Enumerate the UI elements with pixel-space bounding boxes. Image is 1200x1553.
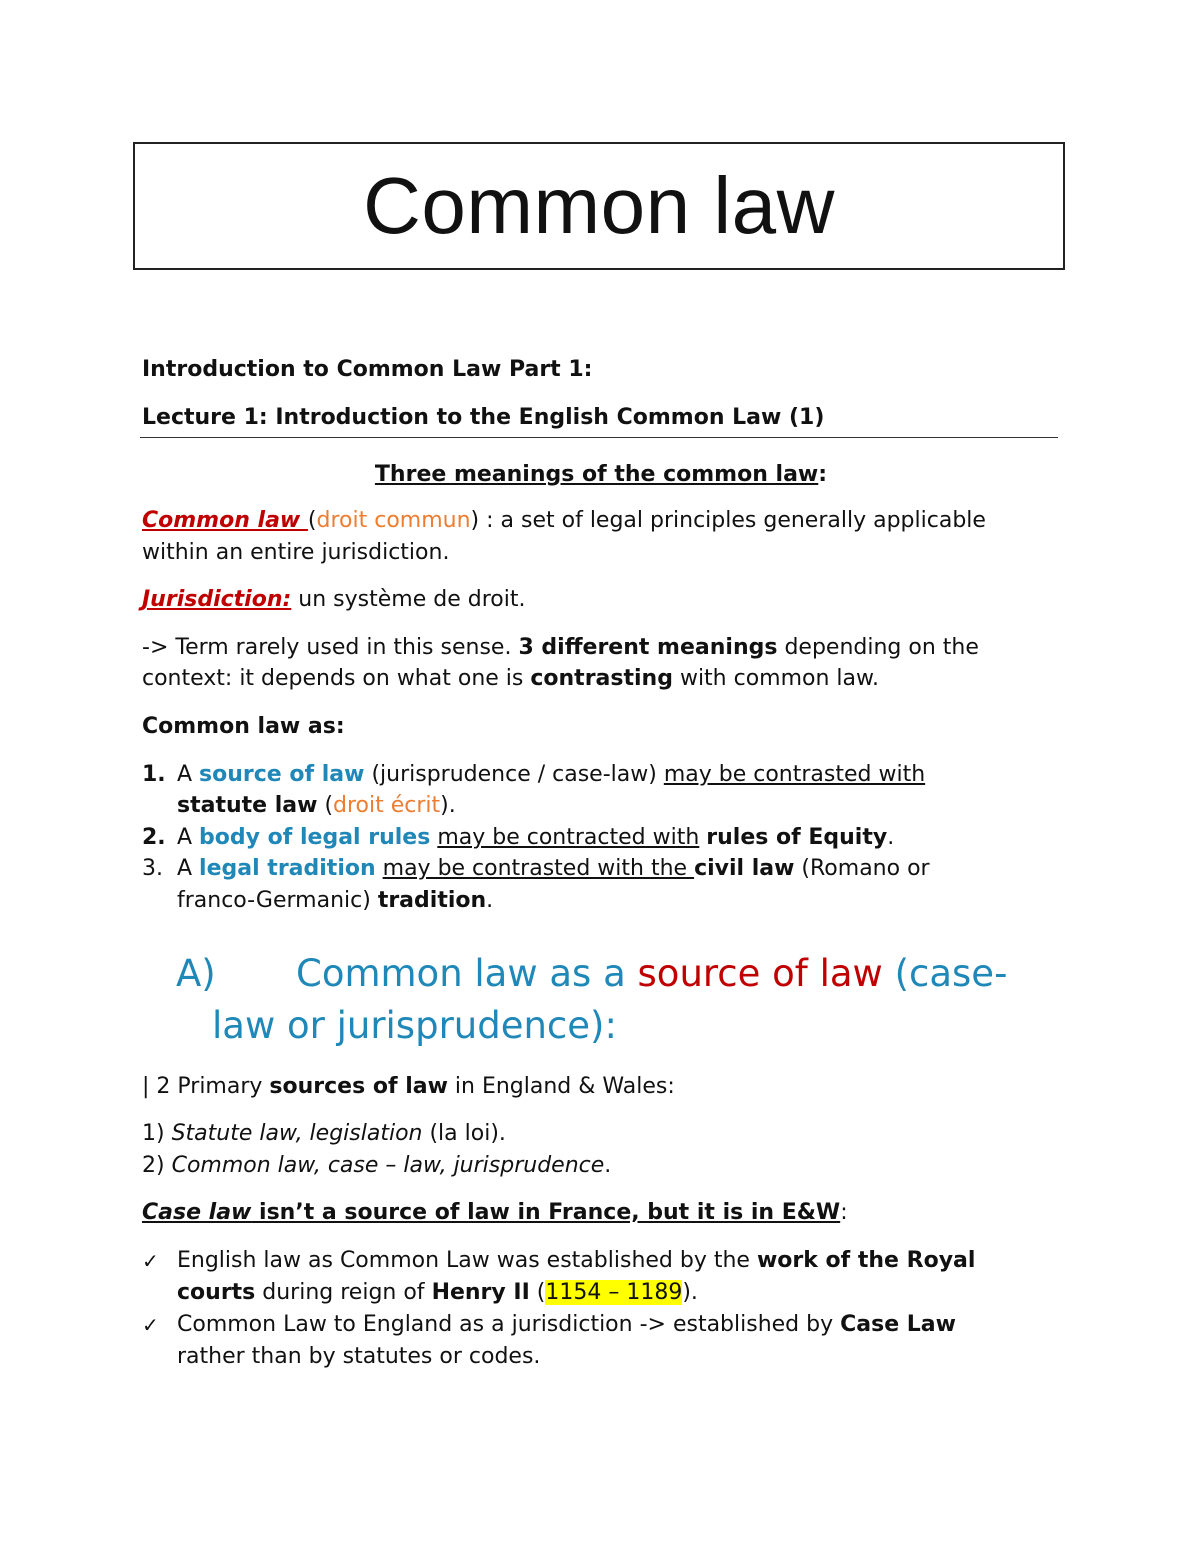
case-law-line (142, 1197, 848, 1229)
list-item-3 (177, 853, 930, 885)
highlighted-dates: 1154 – 1189 (545, 1280, 683, 1305)
list-1-droit-ecrit: droit écrit (333, 793, 441, 818)
primary-sources-p1: | 2 Primary (142, 1074, 270, 1099)
arrow-text-2: depending on the (777, 635, 979, 660)
list-1-b: (jurisprudence / case-law) (364, 762, 664, 787)
document-title: Common law (363, 161, 835, 250)
case-law-term: Case law (142, 1200, 252, 1225)
definition-common-law (142, 505, 986, 537)
heading-a-letter (176, 950, 216, 998)
definition-jurisdiction (142, 584, 525, 616)
source-item-1 (142, 1118, 506, 1150)
arrow-text-1: -> Term rarely used in this sense. (142, 635, 519, 660)
primary-sources-line (142, 1071, 675, 1103)
heading-a-p1: Common law as a (296, 952, 638, 995)
heading-a-source-of-law: source of law (637, 952, 883, 995)
section-title (142, 459, 1060, 491)
check-1-b1: work of the Royal (756, 1248, 976, 1273)
def-paren-open: ( (307, 508, 317, 533)
check-item-2-line2 (177, 1341, 540, 1373)
source-1-num: 1) (142, 1121, 165, 1146)
heading-a-line2 (212, 1002, 617, 1050)
list-3-end: . (486, 888, 494, 913)
list-3-key: legal tradition (199, 856, 376, 881)
case-law-rest: isn’t a source of law in France, but it is in E&W (251, 1200, 841, 1225)
case-law-colon: : (840, 1200, 848, 1225)
arrow-paragraph-line1 (142, 632, 979, 664)
def-term-jurisdiction: Jurisdiction: (142, 587, 292, 612)
section-title-colon: : (818, 462, 828, 487)
list-num-3-text: 3. (142, 856, 163, 881)
list-item-3-line2 (177, 885, 493, 917)
source-item-2 (142, 1150, 611, 1182)
lecture-line (142, 402, 824, 434)
primary-sources-p2: in England & Wales: (447, 1074, 675, 1099)
source-2-num: 2) (142, 1153, 165, 1178)
list-3-tradition: tradition (377, 888, 487, 913)
arrow-text-3: context: it depends on what one is (142, 666, 531, 691)
def-term-common-law: Common law (142, 508, 308, 533)
def-jurisdiction-rest: un système de droit. (291, 587, 526, 612)
list-1-underlined: may be contrasted with (663, 762, 926, 787)
source-1-italic: Statute law, legislation (171, 1121, 423, 1146)
check-item-1 (177, 1245, 975, 1277)
source-2-italic: Common law, case – law, jurisprudence (171, 1153, 605, 1178)
heading-a-letter-text: A) (176, 952, 216, 995)
heading-a-line1 (296, 950, 1007, 998)
checkmark-icon: ✓ (142, 1249, 159, 1273)
check-1-henry: Henry II (431, 1280, 530, 1305)
list-2-a: A (177, 825, 200, 850)
list-num-2-text: 2. (142, 825, 166, 850)
list-1-a: A (177, 762, 200, 787)
def-rest-line1: ) : a set of legal principles generally applicable (470, 508, 986, 533)
list-number-1 (142, 759, 166, 791)
list-2-rules-of-equity: rules of Equity (706, 825, 888, 850)
section-title-text: Three meanings of the common law (374, 462, 819, 487)
arrow-bold-2: contrasting (530, 666, 673, 691)
check-item-2 (177, 1309, 956, 1341)
check-1-p1: English law as Common Law was established by the (177, 1248, 757, 1273)
arrow-bold-1: 3 different meanings (518, 635, 778, 660)
list-num-1-text: 1. (142, 762, 166, 787)
check-1-b2: courts (177, 1280, 256, 1305)
list-number-3 (142, 853, 163, 885)
def-french-droit-commun: droit commun (316, 508, 471, 533)
list-item-1-line2 (177, 790, 456, 822)
source-2-rest: . (604, 1153, 612, 1178)
arrow-paragraph-line2 (142, 663, 879, 695)
check-2-case-law: Case Law (840, 1312, 956, 1337)
list-1-close: ). (440, 793, 456, 818)
list-1-open: ( (317, 793, 334, 818)
check-2-p2: rather than by statutes or codes. (177, 1344, 541, 1369)
horizontal-rule (140, 437, 1058, 438)
list-item-2 (177, 822, 894, 854)
list-2-key: body of legal rules (199, 825, 431, 850)
common-law-as-heading (142, 711, 345, 743)
checkmark-icon: ✓ (142, 1313, 159, 1337)
heading-a-line2-text: law or jurisprudence): (212, 1004, 617, 1047)
list-3-underlined: may be contrasted with the (382, 856, 695, 881)
check-1-p3: ( (529, 1280, 546, 1305)
list-3-b (376, 856, 383, 881)
list-number-2 (142, 822, 166, 854)
source-1-rest: (la loi). (422, 1121, 506, 1146)
def-line2: within an entire jurisdiction. (142, 540, 450, 565)
check-1-p2: during reign of (255, 1280, 432, 1305)
arrow-text-4: with common law. (672, 666, 879, 691)
title-box (133, 142, 1065, 270)
common-law-as-text: Common law as: (142, 714, 345, 739)
list-3-civil-law: civil law (694, 856, 795, 881)
list-3-a: A (177, 856, 200, 881)
intro-line-text: Introduction to Common Law Part 1: (142, 357, 593, 382)
list-1-statute-law: statute law (177, 793, 318, 818)
list-3-line2: franco-Germanic) (177, 888, 378, 913)
primary-sources-bold: sources of law (269, 1074, 448, 1099)
heading-a-p2: (case- (882, 952, 1008, 995)
check-1-p4: ). (682, 1280, 698, 1305)
list-2-d: . (887, 825, 895, 850)
list-2-underlined: may be contracted with (437, 825, 700, 850)
list-item-1 (177, 759, 925, 791)
check-item-1-line2 (177, 1277, 698, 1309)
list-1-key: source of law (199, 762, 365, 787)
list-3-c: (Romano or (794, 856, 930, 881)
lecture-line-text: Lecture 1: Introduction to the English Common Law (1) (142, 405, 825, 430)
intro-line (142, 354, 592, 386)
definition-common-law-line2 (142, 537, 449, 569)
check-2-p1: Common Law to England as a jurisdiction -> established by (177, 1312, 841, 1337)
